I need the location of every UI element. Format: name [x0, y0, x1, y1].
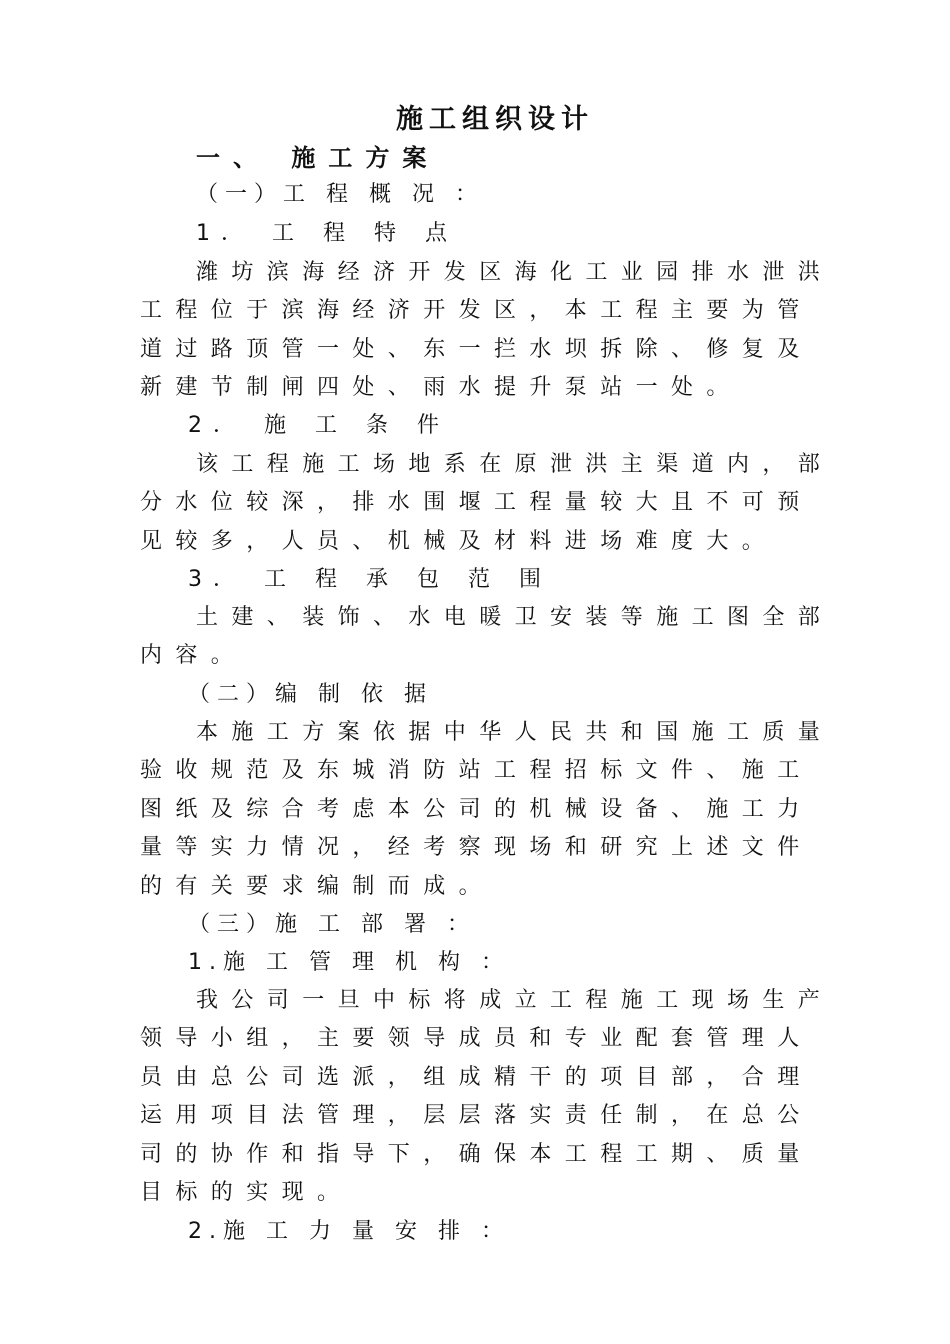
section-heading-construction-plan: 一、 施工方案 — [196, 144, 440, 172]
document-title: 施工组织设计 — [396, 104, 594, 135]
subsection-heading-basis: （二）编 制 依 据 — [188, 682, 433, 707]
paragraph-construction-conditions: 该工程施工场地系在原泄洪主渠道内，部分水位较深，排水围堰工程量较大且不可预见较多，人员、机械及材料进场难度大。 — [140, 452, 834, 554]
item-heading-management-organization: 1.施 工 管 理 机 构 ： — [188, 950, 510, 975]
paragraph-basis: 本施工方案依据中华人民共和国施工质量验收规范及东城消防站工程招标文件、施工图纸及综合考虑本公司的机械设备、施工力量等实力情况，经考察现场和研究上述文件的有关要求编制而成。 — [140, 720, 834, 899]
subsection-heading-project-overview: （一）工 程 概 况 ： — [196, 182, 484, 207]
paragraph-project-features: 潍坊滨海经济开发区海化工业园排水泄洪工程位于滨海经济开发区，本工程主要为管道过路顶管一处、东一拦水坝拆除、修复及新建节制闸四处、雨水提升泵站一处。 — [140, 260, 834, 401]
item-heading-project-features: 1． 工 程 特 点 — [196, 221, 458, 246]
paragraph-contract-scope: 土建、装饰、水电暖卫安装等施工图全部内容。 — [140, 605, 834, 669]
subsection-heading-deployment: （三）施 工 部 署 ： — [188, 912, 476, 937]
paragraph-management-organization: 我公司一旦中标将成立工程施工现场生产领导小组，主要领导成员和专业配套管理人员由总公司选派，组成精干的项目部，合理运用项目法管理，层层落实责任制，在总公司的协作和指导下，确保本工程工期、质量目标的实现。 — [140, 988, 834, 1206]
item-heading-workforce-arrangement: 2.施 工 力 量 安 排 ： — [188, 1219, 510, 1244]
item-heading-contract-scope: 3． 工 程 承 包 范 围 — [188, 567, 552, 592]
item-heading-construction-conditions: 2． 施 工 条 件 — [188, 413, 450, 438]
